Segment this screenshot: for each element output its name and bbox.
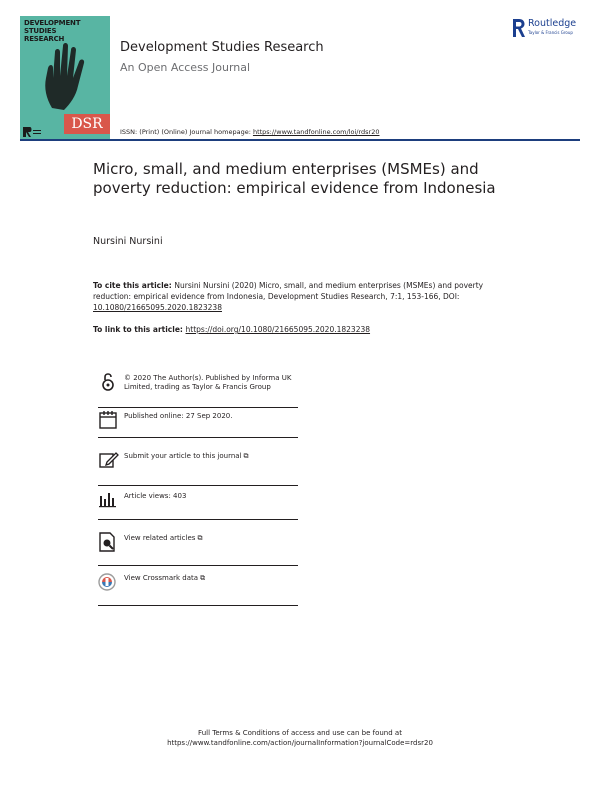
published-text: Published online: 27 Sep 2020. xyxy=(124,412,233,420)
related-text xyxy=(120,532,202,543)
crossmark-label[interactable]: View Crossmark data xyxy=(124,574,199,582)
submit-label[interactable]: Submit your article to this journal xyxy=(124,452,242,460)
external-link-icon: ⧉ xyxy=(243,452,249,460)
cover-title-line: DEVELOPMENT xyxy=(24,19,81,27)
external-link-icon: ⧉ xyxy=(197,534,203,542)
journal-subtitle: An Open Access Journal xyxy=(120,61,251,74)
doi-link[interactable]: 10.1080/21665095.2020.1823238 xyxy=(93,303,222,312)
crossmark-icon xyxy=(98,572,120,592)
handprint-icon xyxy=(34,38,96,112)
header-divider xyxy=(20,139,580,141)
journal-title: Development Studies Research xyxy=(120,40,324,55)
citation-text: Nursini Nursini (2020) Micro, small, and medium enterprises (MSMEs) and poverty reduction: empirical evidence from Indonesia, Development Studies Research, 7:1, 153-166, DOI: xyxy=(93,281,484,301)
open-access-icon xyxy=(98,372,120,392)
external-link-icon: ⧉ xyxy=(200,574,206,582)
related-label[interactable]: View related articles xyxy=(124,534,196,542)
calendar-icon xyxy=(98,410,120,430)
views-text: Article views: 403 xyxy=(124,492,187,500)
footer-line: Full Terms & Conditions of access and use can be found at xyxy=(198,729,402,737)
routledge-logo-icon xyxy=(23,127,41,137)
author-name: Nursini Nursini xyxy=(93,236,163,247)
routledge-r-icon xyxy=(512,18,526,38)
article-title: Micro, small, and medium enterprises (MSMEs) and poverty reduction: empirical evidence from Indonesia xyxy=(93,160,496,197)
journal-cover xyxy=(20,16,110,140)
cover-title-line: RESEARCH xyxy=(24,35,65,43)
link-label: To link to this article: xyxy=(93,325,186,334)
related-articles-icon xyxy=(98,532,120,552)
cover-badge: DSR xyxy=(64,114,110,134)
license-row xyxy=(98,372,298,408)
issn-line xyxy=(120,128,380,136)
views-row[interactable] xyxy=(98,490,298,520)
publisher-name: Routledge xyxy=(528,18,577,29)
crossmark-text xyxy=(120,572,205,583)
article-url-link[interactable]: https://doi.org/10.1080/21665095.2020.1823238 xyxy=(185,325,371,334)
license-text: © 2020 The Author(s). Published by Informa UK Limited, trading as Taylor & Francis Group xyxy=(124,374,292,391)
bar-chart-icon xyxy=(98,490,120,510)
citation-block xyxy=(93,280,513,313)
submit-row[interactable] xyxy=(98,450,298,486)
publisher-logo xyxy=(512,18,592,40)
submit-text xyxy=(120,450,249,461)
cover-title-line: STUDIES xyxy=(24,27,57,35)
footer xyxy=(0,728,600,748)
edit-icon xyxy=(98,450,120,470)
citation-label: To cite this article: xyxy=(93,281,175,290)
crossmark-row[interactable] xyxy=(98,572,298,606)
journal-homepage-link[interactable]: https://www.tandfonline.com/loi/rdsr20 xyxy=(252,128,380,136)
published-row xyxy=(98,410,298,438)
footer-url-link[interactable]: https://www.tandfonline.com/action/journalInformation?journalCode=rdsr20 xyxy=(167,739,433,747)
related-row[interactable] xyxy=(98,532,298,566)
article-link-block xyxy=(93,324,513,335)
publisher-tagline: Taylor & Francis Group xyxy=(528,30,573,35)
issn-label: ISSN: (Print) (Online) Journal homepage: xyxy=(120,128,253,136)
